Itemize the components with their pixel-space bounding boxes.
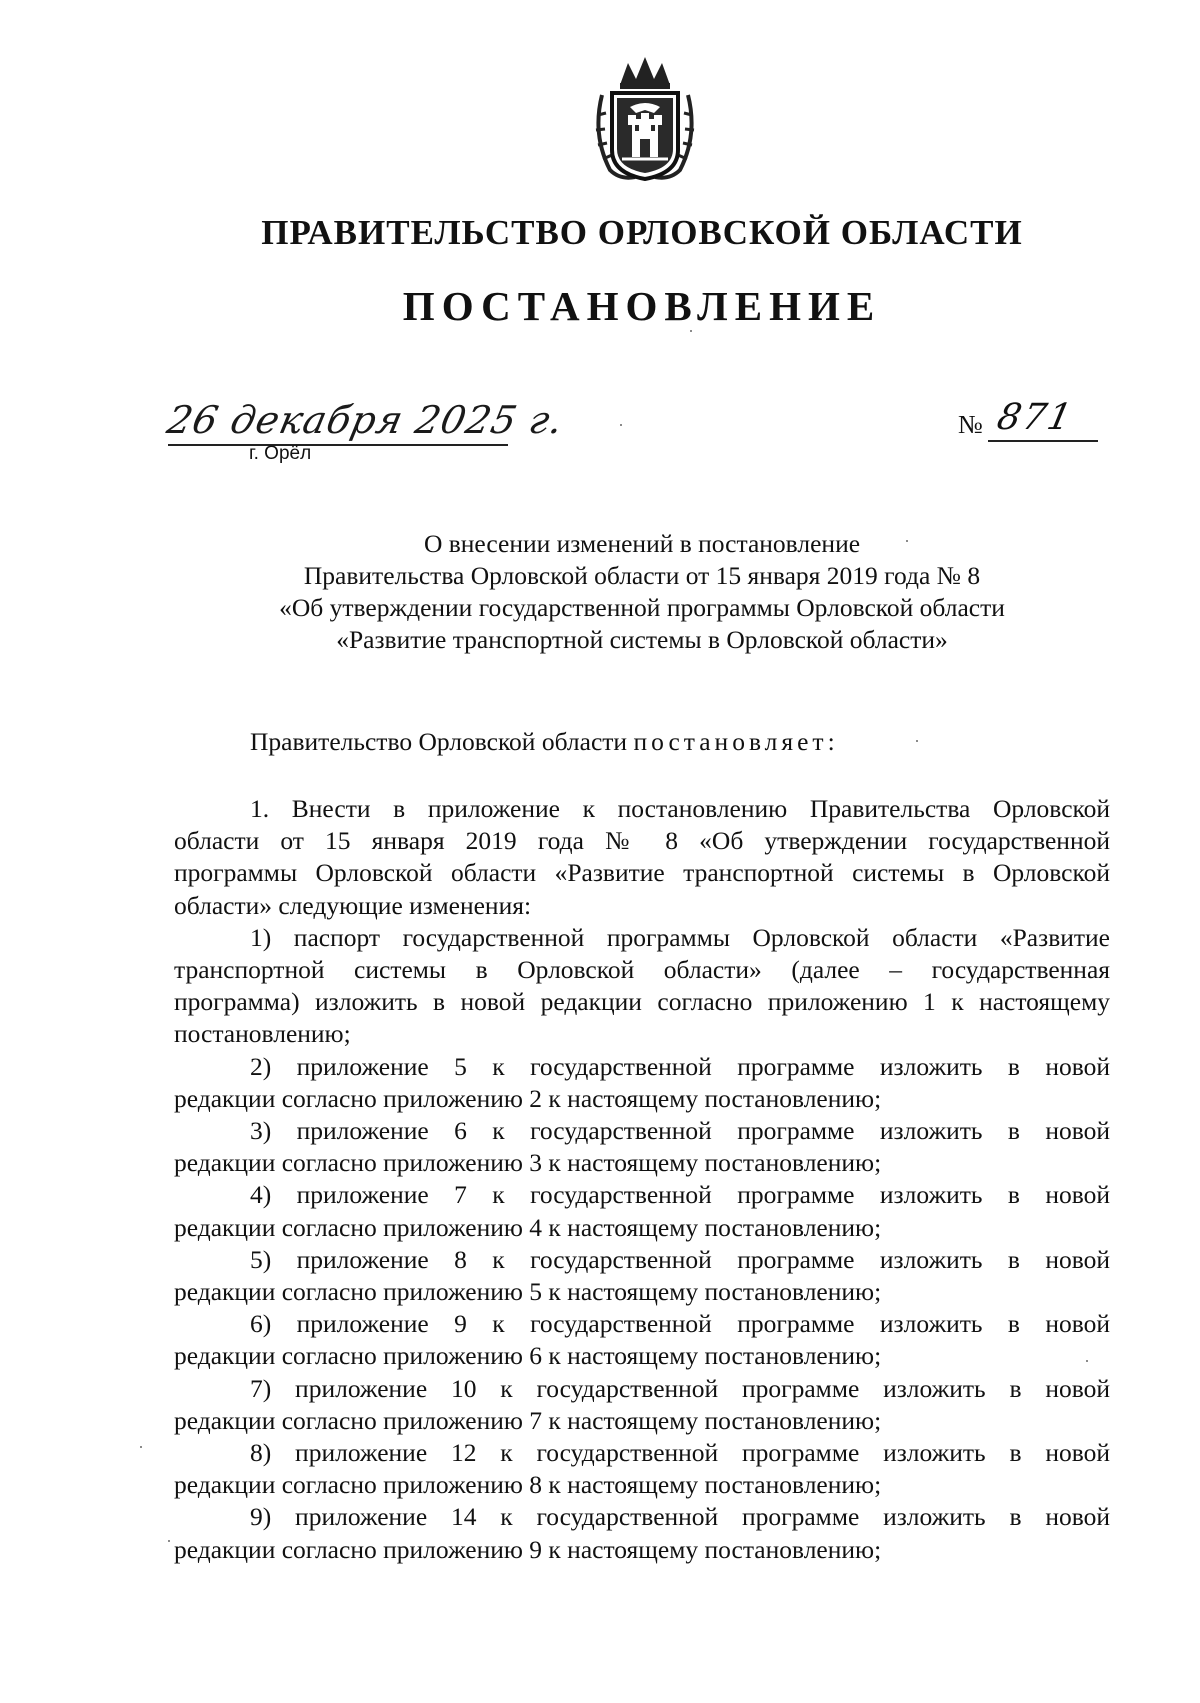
document-body bbox=[174, 793, 1110, 1566]
body-line: редакции согласно приложению 8 к настоящему постановлению; bbox=[174, 1470, 882, 1500]
city-label: г. Орёл bbox=[249, 443, 312, 464]
body-line: 6) приложение 9 к государственной программе изложить в новой bbox=[250, 1309, 1110, 1339]
body-line: 7) приложение 10 к государственной программе изложить в новой bbox=[250, 1373, 1110, 1403]
list-item bbox=[174, 1437, 1110, 1501]
body-line: 9) приложение 14 к государственной программе изложить в новой bbox=[250, 1502, 1110, 1532]
scan-speck bbox=[690, 330, 692, 332]
list-item bbox=[174, 1179, 1110, 1243]
number-label: № bbox=[958, 410, 983, 439]
body-line: 3) приложение 6 к государственной программе изложить в новой bbox=[250, 1116, 1110, 1146]
scan-speck bbox=[906, 540, 908, 542]
body-line: постановлению; bbox=[174, 1019, 351, 1049]
body-line: 2) приложение 5 к государственной программе изложить в новой bbox=[250, 1051, 1110, 1081]
clause-1 bbox=[174, 793, 1110, 922]
body-line: редакции согласно приложению 7 к настоящему постановлению; bbox=[174, 1405, 882, 1435]
body-line: 5) приложение 8 к государственной программе изложить в новой bbox=[250, 1244, 1110, 1274]
scan-speck bbox=[1086, 1360, 1088, 1362]
body-line: 1) паспорт государственной программы Орловской области «Развитие bbox=[250, 922, 1110, 952]
body-line: области от 15 января 2019 года № 8 «Об утверждении государственной bbox=[174, 826, 1110, 856]
body-line: 1. Внести в приложение к постановлению Правительства Орловской bbox=[250, 794, 1110, 823]
body-line: транспортной системы в Орловской области» (далее – государственная bbox=[174, 955, 1110, 985]
body-line: редакции согласно приложению 4 к настоящему постановлению; bbox=[174, 1212, 882, 1242]
scan-speck bbox=[140, 1446, 142, 1448]
list-item bbox=[174, 1501, 1110, 1565]
list-item bbox=[174, 1308, 1110, 1372]
subject-line: Правительства Орловской области от 15 января 2019 года № 8 bbox=[303, 561, 981, 590]
body-line: редакции согласно приложению 9 к настоящему постановлению; bbox=[174, 1534, 882, 1564]
subject-line: О внесении изменений в постановление bbox=[423, 529, 861, 558]
number-underline bbox=[988, 440, 1098, 442]
list-item bbox=[174, 1115, 1110, 1179]
body-line: редакции согласно приложению 3 к настоящему постановлению; bbox=[174, 1148, 882, 1178]
resolves-lead: Правительство Орловской области bbox=[250, 727, 628, 756]
scan-speck bbox=[620, 424, 622, 426]
subject-line: «Об утверждении государственной программы Орловской области bbox=[279, 593, 1005, 622]
list-item bbox=[174, 922, 1110, 1051]
body-line: области» следующие изменения: bbox=[174, 890, 532, 920]
body-line: программа) изложить в новой редакции согласно приложению 1 к настоящему bbox=[174, 987, 1110, 1017]
document-type-heading: ПОСТАНОВЛЕНИЕ bbox=[402, 283, 882, 329]
coat-of-arms-icon bbox=[590, 55, 700, 185]
body-line: 4) приложение 7 к государственной программе изложить в новой bbox=[250, 1180, 1110, 1210]
document-subject bbox=[42, 528, 1200, 656]
list-item bbox=[174, 1244, 1110, 1308]
scan-speck bbox=[168, 1540, 170, 1542]
government-title: ПРАВИТЕЛЬСТВО ОРЛОВСКОЙ ОБЛАСТИ bbox=[261, 213, 1023, 252]
handwritten-date: 26 декабря 2025 г. bbox=[163, 398, 568, 442]
body-line: 8) приложение 12 к государственной программе изложить в новой bbox=[250, 1438, 1110, 1468]
date-underline bbox=[168, 444, 508, 446]
scan-speck bbox=[916, 740, 918, 742]
list-item bbox=[174, 1373, 1110, 1437]
handwritten-number: 871 bbox=[993, 397, 1078, 438]
resolves-line bbox=[250, 727, 839, 757]
body-line: программы Орловской области «Развитие транспортной системы в Орловской bbox=[174, 858, 1110, 888]
subject-line: «Развитие транспортной системы в Орловской области» bbox=[336, 625, 948, 654]
body-line: редакции согласно приложению 5 к настоящему постановлению; bbox=[174, 1277, 882, 1307]
resolves-verb: постановляет: bbox=[633, 727, 839, 756]
body-line: редакции согласно приложению 6 к настоящему постановлению; bbox=[174, 1341, 882, 1371]
body-line: редакции согласно приложению 2 к настоящему постановлению; bbox=[174, 1083, 882, 1113]
list-item bbox=[174, 1051, 1110, 1115]
